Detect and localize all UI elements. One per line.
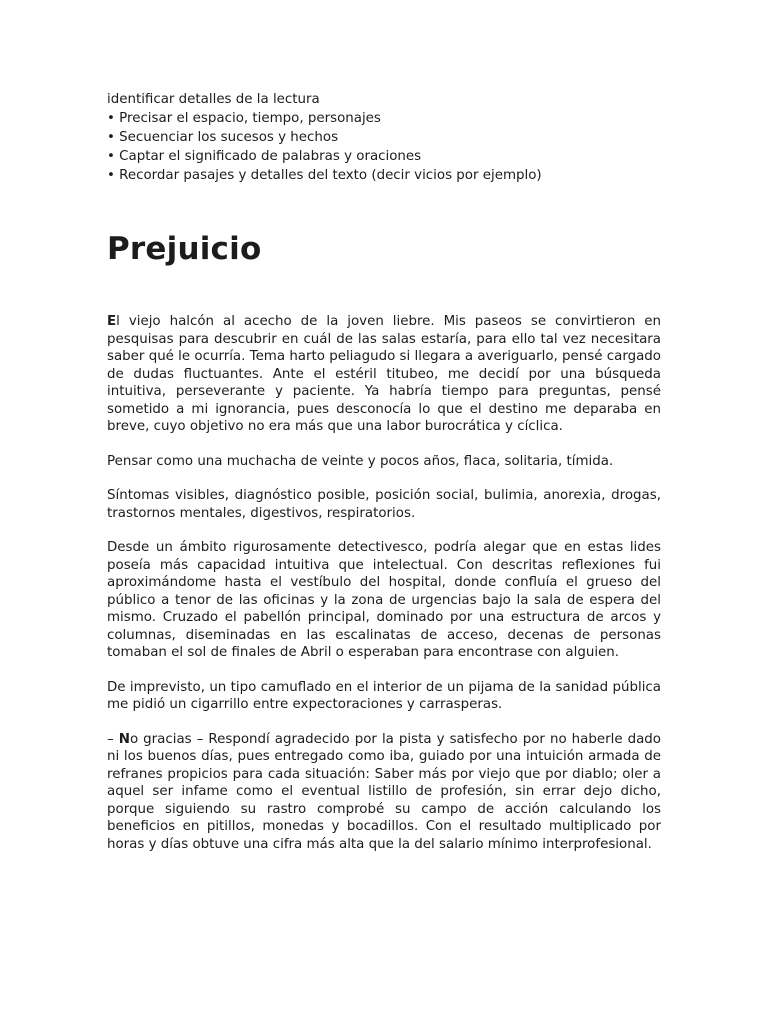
- list-item: • Captar el significado de palabras y oraciones: [107, 149, 422, 164]
- reading-objectives-list: [107, 90, 661, 185]
- list-item: identificar detalles de la lectura: [107, 92, 320, 107]
- list-item: • Precisar el espacio, tiempo, personajes: [107, 111, 381, 126]
- paragraph-3: Síntomas visibles, diagnóstico posible, posición social, bulimia, anorexia, drogas, trastornos mentales, digestivos, respiratorios.: [107, 488, 661, 521]
- list-item: • Recordar pasajes y detalles del texto (decir vicios por ejemplo): [107, 168, 542, 183]
- paragraph-text: o gracias – Respondí agradecido por la pista y satisfecho por no haberle dado ni los buenos días, pues entregado como iba, guiado por una intuición armada de refranes propicios para cada situación: Saber más por viejo que por diablo; oler a aquel ser infame como el eventual listillo de profesión, sin errar dejo dicho, porque siguiendo su rastro comprobé su campo de acción calculando los beneficios en pitillos, monedas y bocadillos. Con el resultado multiplicado por horas y días obtuve una cifra más alta que la del salario mínimo interprofesional.: [107, 731, 661, 852]
- paragraph-2: Pensar como una muchacha de veinte y pocos años, flaca, solitaria, tímida.: [107, 453, 614, 469]
- story-title: Prejuicio: [107, 231, 262, 267]
- list-item: • Secuenciar los sucesos y hechos: [107, 130, 339, 145]
- dialogue-dash: –: [107, 731, 119, 747]
- paragraph-6: [107, 731, 661, 854]
- initial-letter: E: [107, 314, 117, 329]
- paragraph-1: [107, 313, 661, 436]
- paragraph-4: Desde un ámbito rigurosamente detectivesco, podría alegar que en estas lides poseía más capacidad intuitiva que intelectual. Con descritas reflexiones fui aproximándome hasta el vestíbulo del hospital, donde confluía el grueso del público a tenor de las oficinas y la zona de urgencias bajo la sala de espera del mismo. Cruzado el pabellón principal, dominado por una estructura de arcos y columnas, diseminadas en las escalinatas de acceso, decenas de personas tomaban el sol de finales de Abril o esperaban para encontrase con alguien.: [107, 540, 661, 660]
- initial-letter: N: [118, 731, 130, 747]
- paragraph-text: l viejo halcón al acecho de la joven liebre. Mis paseos se convirtieron en pesquisas para descubrir en cuál de las salas estaría, para ello tal vez necesitara saber qué le ocurría. Tema harto peliagudo si llegara a averiguarlo, pensé cargado de dudas fluctuantes. Ante el estéril titubeo, me decidí por una búsqueda intuitiva, perseverante y paciente. Ya habría tiempo para preguntas, pensé sometido a mi ignorancia, pues desconocía lo que el destino me deparaba en breve, cuyo objetivo no era más que una labor burocrática y cíclica.: [107, 314, 661, 434]
- document-page: [107, 90, 661, 853]
- paragraph-5: De imprevisto, un tipo camuflado en el interior de un pijama de la sanidad pública me pidió un cigarrillo entre expectoraciones y carrasperas.: [107, 679, 661, 712]
